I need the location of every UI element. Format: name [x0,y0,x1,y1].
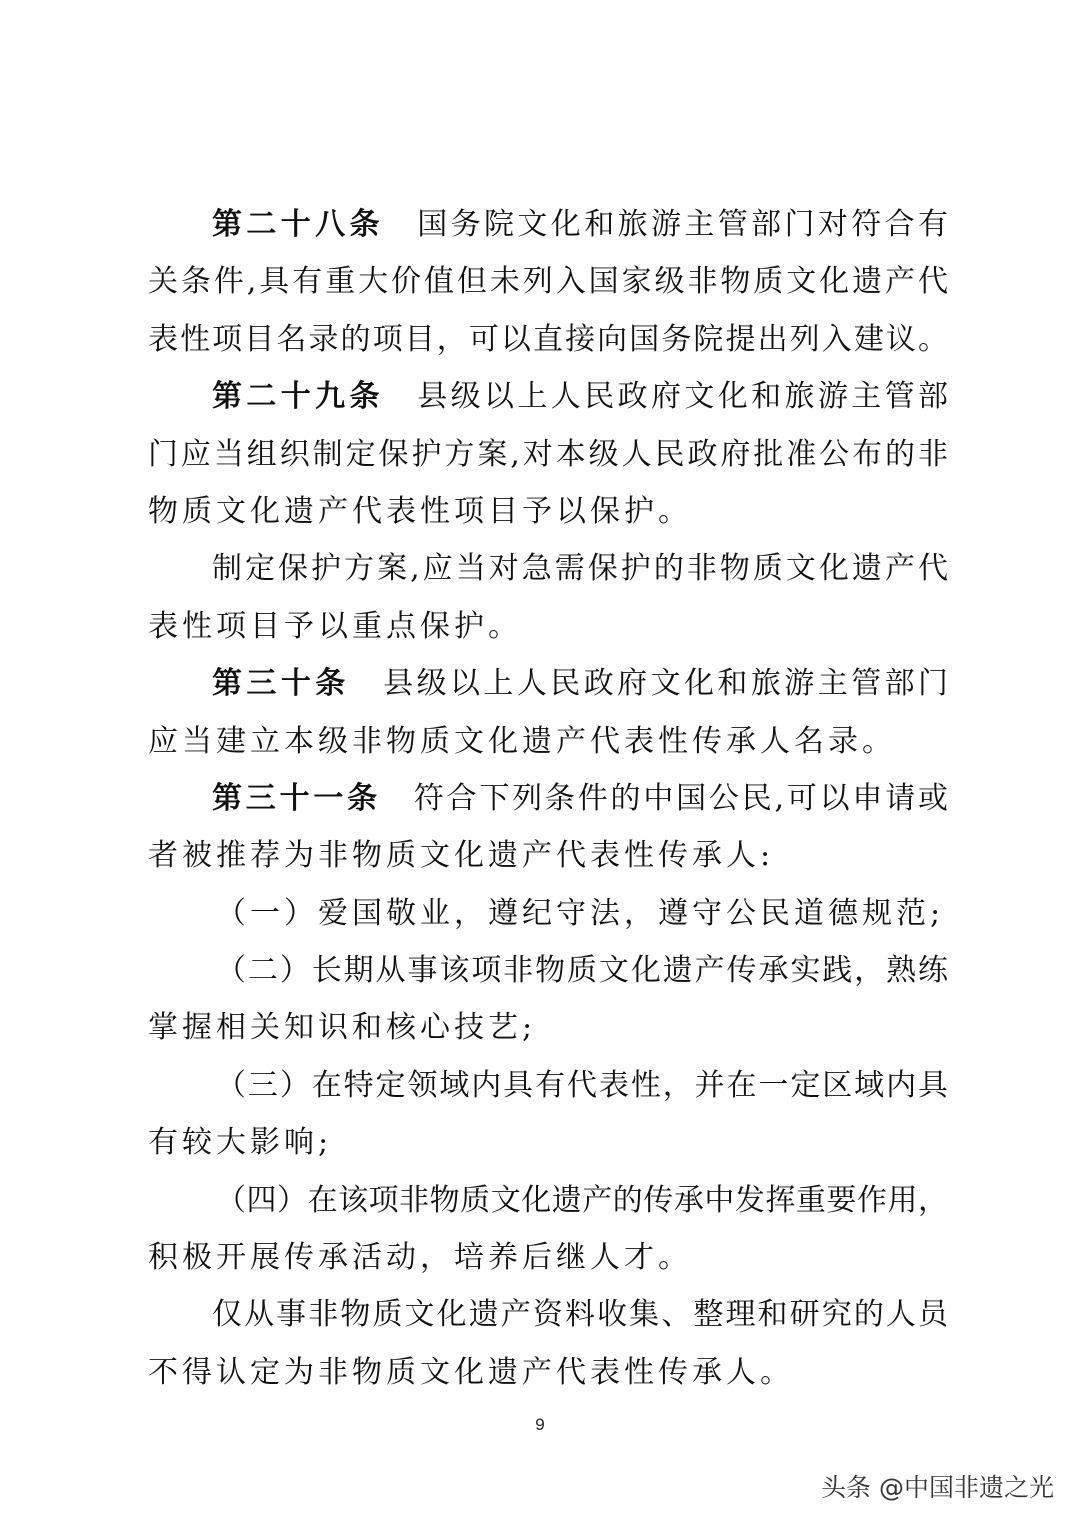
article-heading: 第三十一条 [212,780,381,816]
article-text: 国务院文化和旅游主管部门对符合有 [383,207,949,242]
article-28-line-1 [148,196,948,253]
article-31-line-1 [148,770,948,827]
article-29-para2-line-2: 表性项目予以重点保护。 [148,608,522,644]
condition-2-line-1: （二）长期从事该项非物质文化遗产传承实践，熟练 [216,953,948,989]
condition-4-line-2: 积极开展传承活动，培养后继人才。 [148,1240,692,1276]
article-28-line-2: 关条件,具有重大价值但未列入国家级非物质文化遗产代 [148,264,948,300]
article-text: 县级以上人民政府文化和旅游主管部 [383,379,949,415]
condition-3-line-1: （三）在特定领域内具有代表性，并在一定区域内具 [216,1067,948,1103]
condition-2-line-2: 掌握相关知识和核心技艺; [148,1010,537,1046]
article-29-para2-line-1: 制定保护方案,应当对急需保护的非物质文化遗产代 [212,551,948,587]
article-heading: 第三十条 [212,666,350,702]
article-text: 县级以上人民政府文化和旅游主管部门 [349,666,949,702]
article-29-line-2: 门应当组织制定保护方案,对本级人民政府批准公布的非 [148,436,948,472]
article-heading: 第二十九条 [212,379,384,415]
article-29-line-3: 物质文化遗产代表性项目予以保护。 [148,493,692,529]
article-31-final-line-2: 不得认定为非物质文化遗产代表性传承人。 [148,1354,794,1390]
condition-1: （一）爱国敬业，遵纪守法，遵守公民道德规范; [216,895,945,931]
page-number: 9 [535,1415,545,1434]
document-body [148,196,948,1401]
watermark-label: 头条 @中国非遗之光 [821,1473,1054,1502]
article-31-final-line-1: 仅从事非物质文化遗产资料收集、整理和研究的人员 [212,1297,948,1333]
article-heading: 第二十八条 [212,207,384,242]
condition-3-line-2: 有较大影响; [148,1125,333,1161]
article-30-line-2: 应当建立本级非物质文化遗产代表性传承人名录。 [148,723,896,759]
article-31-line-2: 者被推荐为非物质文化遗产代表性传承人: [148,838,775,874]
article-30-line-1 [148,655,948,712]
article-29-line-1 [148,368,948,425]
article-text: 符合下列条件的中国公民,可以申请或 [380,780,948,816]
article-28-line-3: 表性项目名录的项目，可以直接向国务院提出列入建议。 [148,321,948,357]
condition-4-line-1: （四）在该项非物质文化遗产的传承中发挥重要作用， [216,1182,948,1218]
